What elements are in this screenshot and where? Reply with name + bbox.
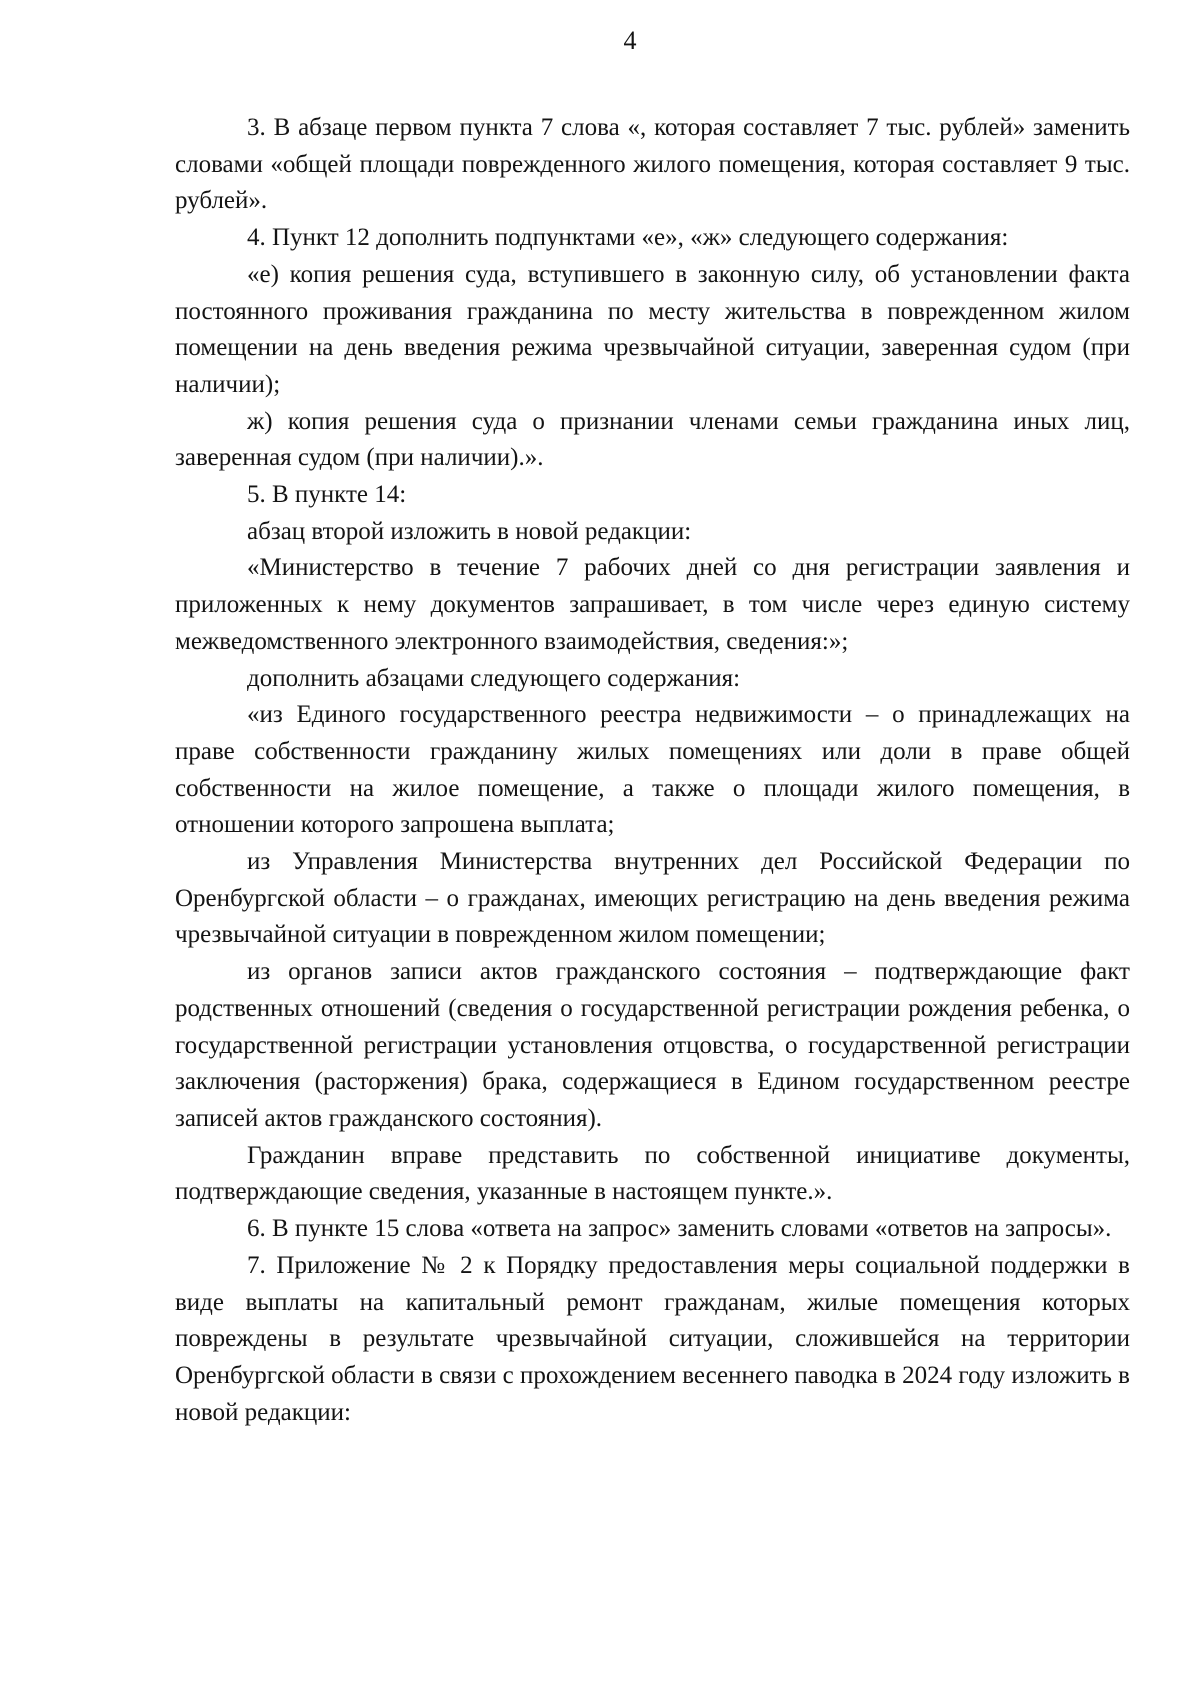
document-body [175,110,1130,1431]
paragraph-add-abzacs: дополнить абзацами следующего содержания: [247,664,741,692]
paragraph-mvd: из Управления Министерства внутренних дел Российской Федерации по Оренбургской области – о гражданах, имеющих регистрацию на день введения режима чрезвычайной ситуации в поврежденном жилом помещении; [175,848,1130,949]
paragraph-item-7: 7. Приложение № 2 к Порядку предоставления меры социальной поддержки в виде выплаты на капитальный ремонт гражданам, жилые помещения которых повреждены в результате чрезвычайной ситуации, сложившейся на территории Оренбургской области в связи с прохождением весеннего паводка в 2024 году изложить в новой редакции: [175,1251,1130,1426]
subitem-zh: ж) копия решения суда о признании членами семьи гражданина иных лиц, заверенная судом (при наличии).». [175,407,1130,472]
paragraph-ministry-request: «Министерство в течение 7 рабочих дней со дня регистрации заявления и приложенных к нему документов запрашивает, в том числе через единую систему межведомственного электронного взаимодействия, сведения:»; [175,554,1130,655]
paragraph-zags: из органов записи актов гражданского состояния – подтверждающие факт родственных отношений (сведения о государственной регистрации рождения ребенка, о государственной регистрации установления отцовства, о государственной регистрации заключения (расторжения) брака, содержащиеся в Едином государственном реестре записей актов гражданского состояния). [175,958,1130,1132]
paragraph-item-6: 6. В пункте 15 слова «ответа на запрос» заменить словами «ответов на запросы». [247,1215,1112,1243]
paragraph-item-5: 5. В пункте 14: [247,481,407,509]
page-number: 4 [623,26,637,55]
subitem-e: «е) копия решения суда, вступившего в законную силу, об установлении факта постоянного проживания гражданина по месту жительства в поврежденном жилом помещении на день введения режима чрезвычайной ситуации, заверенная судом (при наличии); [175,260,1130,398]
paragraph-egrn: «из Единого государственного реестра недвижимости – о принадлежащих на праве собственности гражданину жилых помещениях или доли в праве общей собственности на жилое помещение, а также о площади жилого помещения, в отношении которого запрошена выплата; [175,701,1130,839]
paragraph-citizen-right: Гражданин вправе представить по собственной инициативе документы, подтверждающие сведения, указанные в настоящем пункте.». [175,1141,1130,1206]
paragraph-second-abzac: абзац второй изложить в новой редакции: [247,517,692,545]
paragraph-item-4: 4. Пункт 12 дополнить подпунктами «е», «ж» следующего содержания: [247,224,1009,252]
paragraph-item-3: 3. В абзаце первом пункта 7 слова «, которая составляет 7 тыс. рублей» заменить словами «общей площади поврежденного жилого помещения, которая составляет 9 тыс. рублей». [175,114,1130,215]
